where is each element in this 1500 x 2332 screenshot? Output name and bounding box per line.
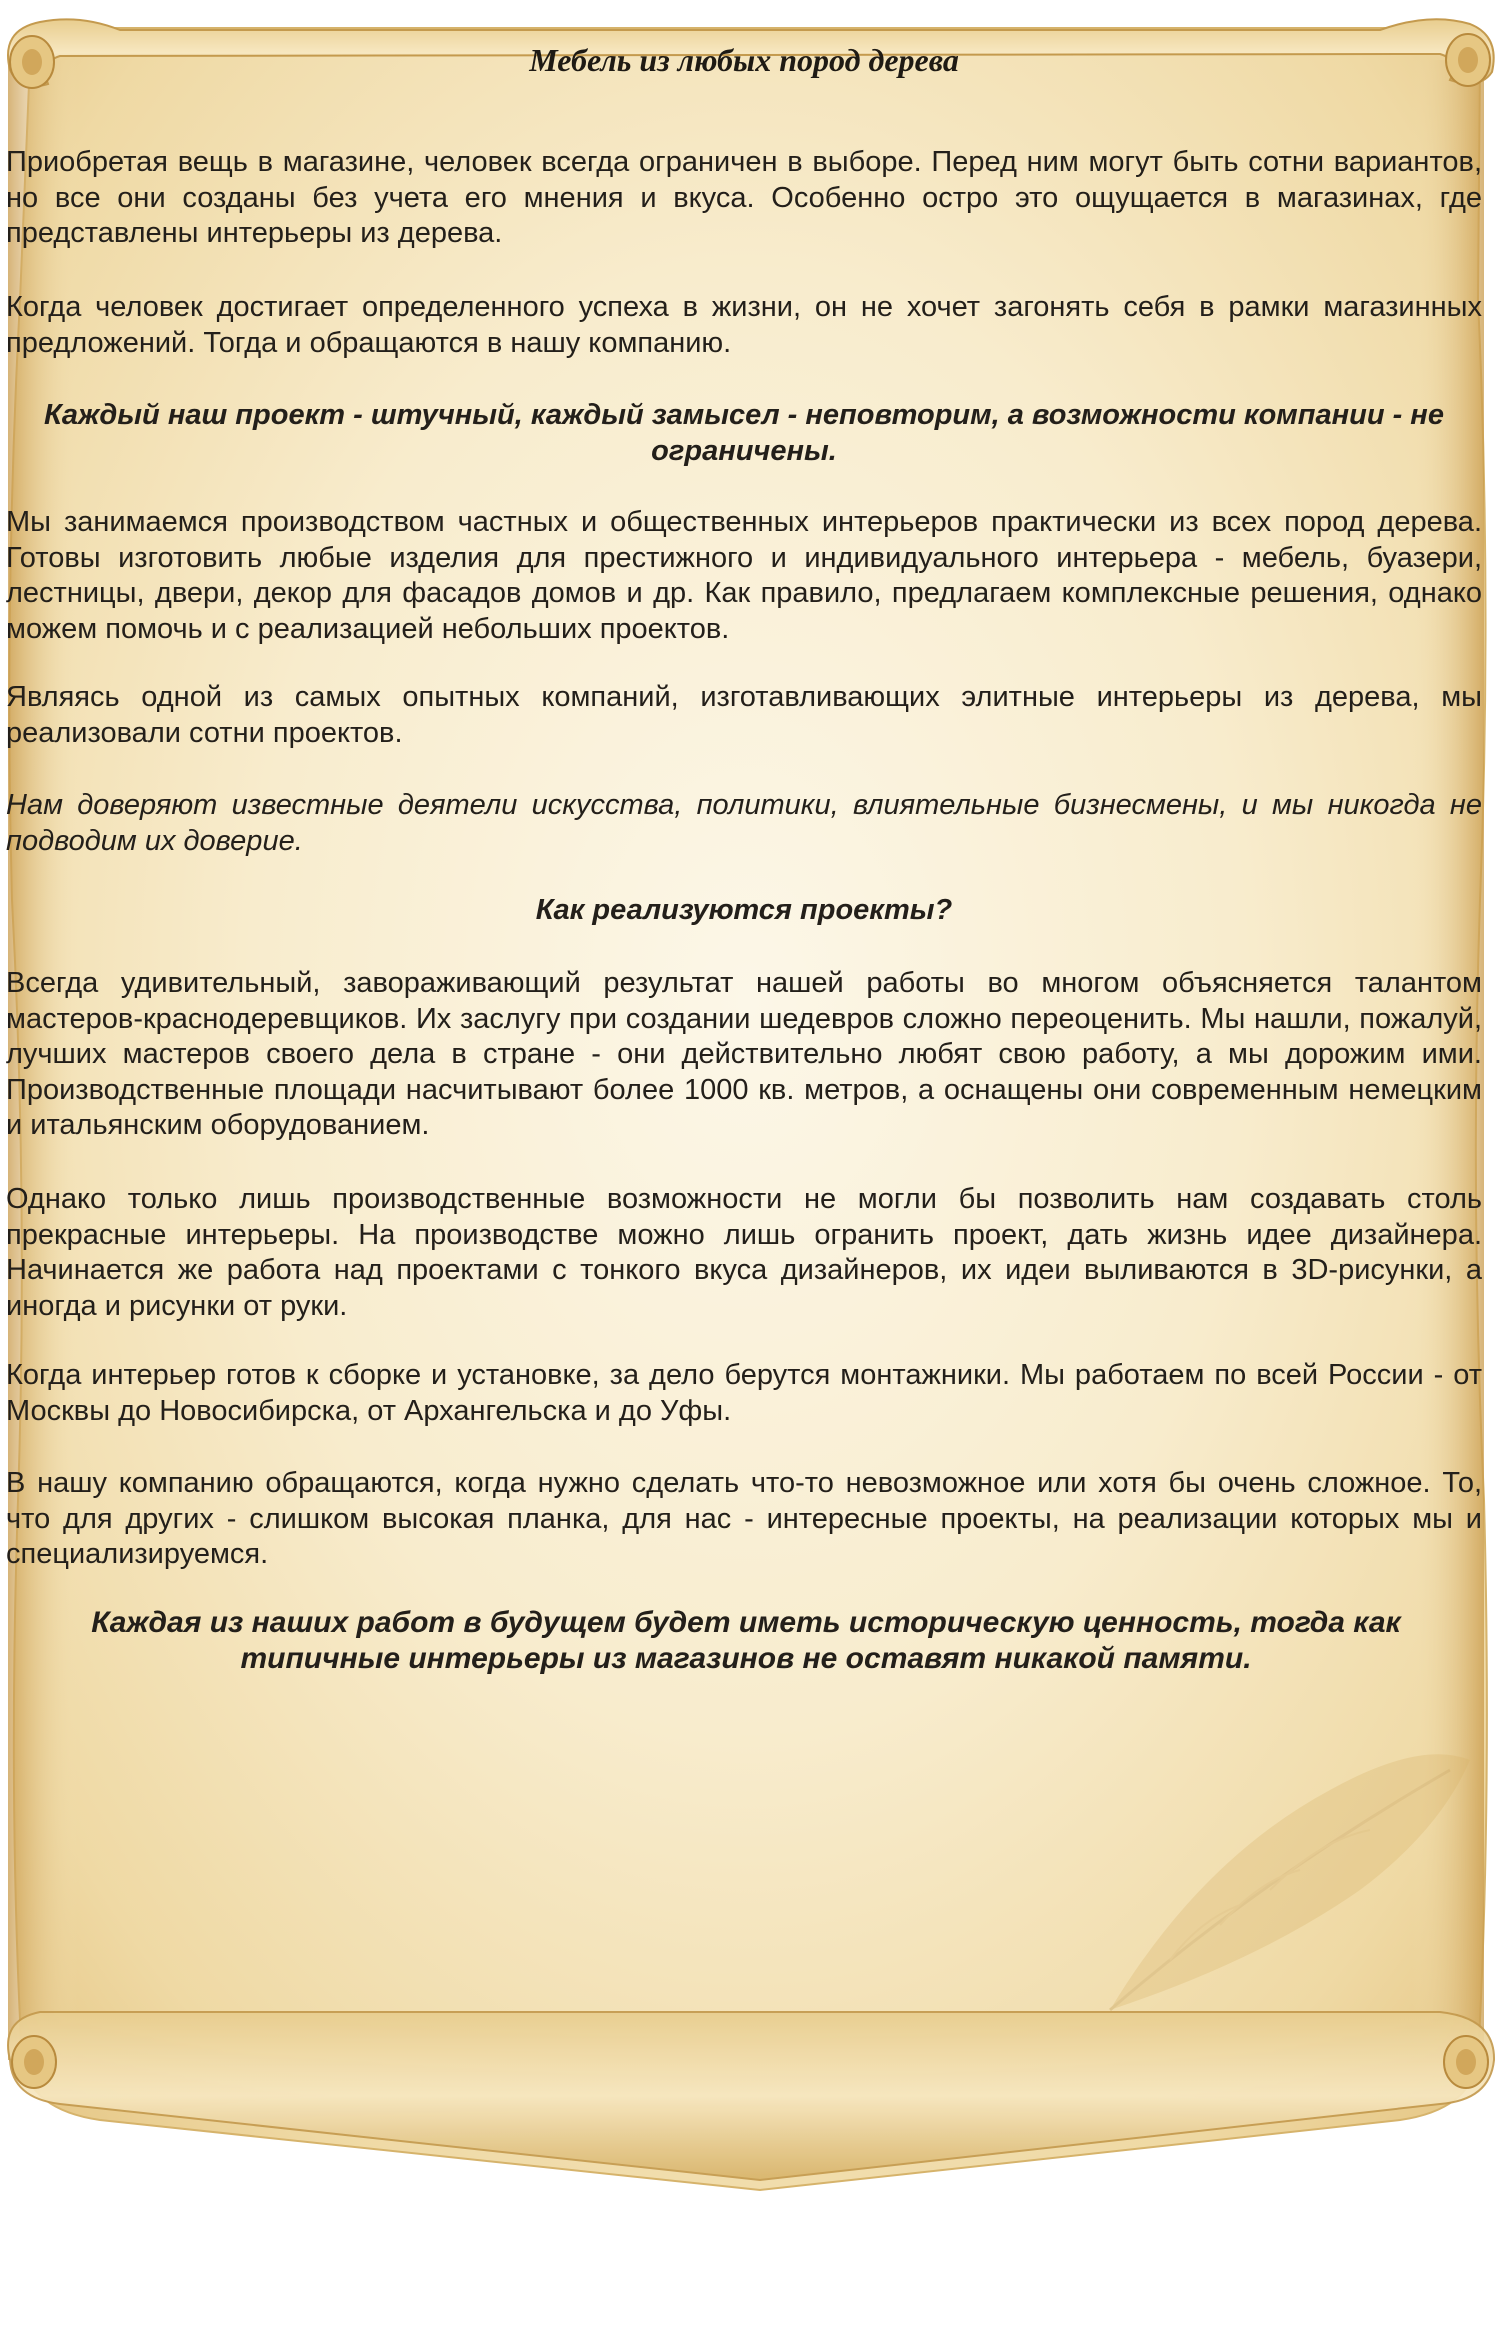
closing-statement: Каждая из наших работ в будущем будет иметь историческую ценность, тогда как типичные интерьеры из магазинов не оставят никакой памяти. [91,1606,1401,1675]
paragraph-trust: Нам доверяют известные деятели искусства, политики, влиятельные бизнесмены, и мы никогда не подводим их доверие. [6,789,1482,857]
paragraph-installers: Когда интерьер готов к сборке и установке, за дело берутся монтажники. Мы работаем по всей России - от Москвы до Новосибирска, от Архангельска и до Уфы. [6,1359,1482,1427]
paragraph-production: Мы занимаемся производством частных и общественных интерьеров практически из всех пород дерева. Готовы изготовить любые изделия для престижного и индивидуального интерьера - мебель, буазери, лестницы, двери, декор для фасадов домов и др. Как правило, предлагаем комплексные решения, однако можем помочь и с реализацией небольших проектов. [6,506,1482,645]
page-title: Мебель из любых пород дерева [529,42,959,78]
paragraph-success: Когда человек достигает определенного успеха в жизни, он не хочет загонять себя в рамки магазинных предложений. Тогда и обращаются в нашу компанию. [6,291,1482,359]
paragraph-complex: В нашу компанию обращаются, когда нужно сделать что-то невозможное или хотя бы очень сложное. То, что для других - слишком высокая планка, для нас - интересные проекты, на реализации которых мы и специализируемся. [6,1467,1482,1570]
paragraph-intro: Приобретая вещь в магазине, человек всегда ограничен в выборе. Перед ним могут быть сотни вариантов, но все они созданы без учета его мнения и вкуса. Особенно остро это ощущается в магазинах, где представлены интерьеры из дерева. [6,146,1482,249]
section-heading: Как реализуются проекты? [535,894,953,926]
paragraph-motto: Каждый наш проект - штучный, каждый замысел - неповторим, а возможности компании - не ограничены. [44,399,1444,467]
paragraph-masters: Всегда удивительный, завораживающий результат нашей работы во многом объясняется талантом мастеров-краснодеревщиков. Их заслугу при создании шедевров сложно переоценить. Мы нашли, пожалуй, лучших мастеров своего дела в стране - они действительно любят свою работу, а мы дорожим ими. Производственные площади насчитывают более 1000 кв. метров, а оснащены они современным немецким и итальянским оборудованием. [6,967,1482,1141]
paragraph-experience: Являясь одной из самых опытных компаний, изготавливающих элитные интерьеры из дерева, мы реализовали сотни проектов. [6,681,1482,749]
paragraph-designers: Однако только лишь производственные возможности не могли бы позволить нам создавать столь прекрасные интерьеры. На производстве можно лишь огранить проект, дать жизнь идее дизайнера. Начинается же работа над проектами с тонкого вкуса дизайнеров, их идеи выливаются в 3D-рисунки, а иногда и рисунки от руки. [6,1183,1482,1322]
